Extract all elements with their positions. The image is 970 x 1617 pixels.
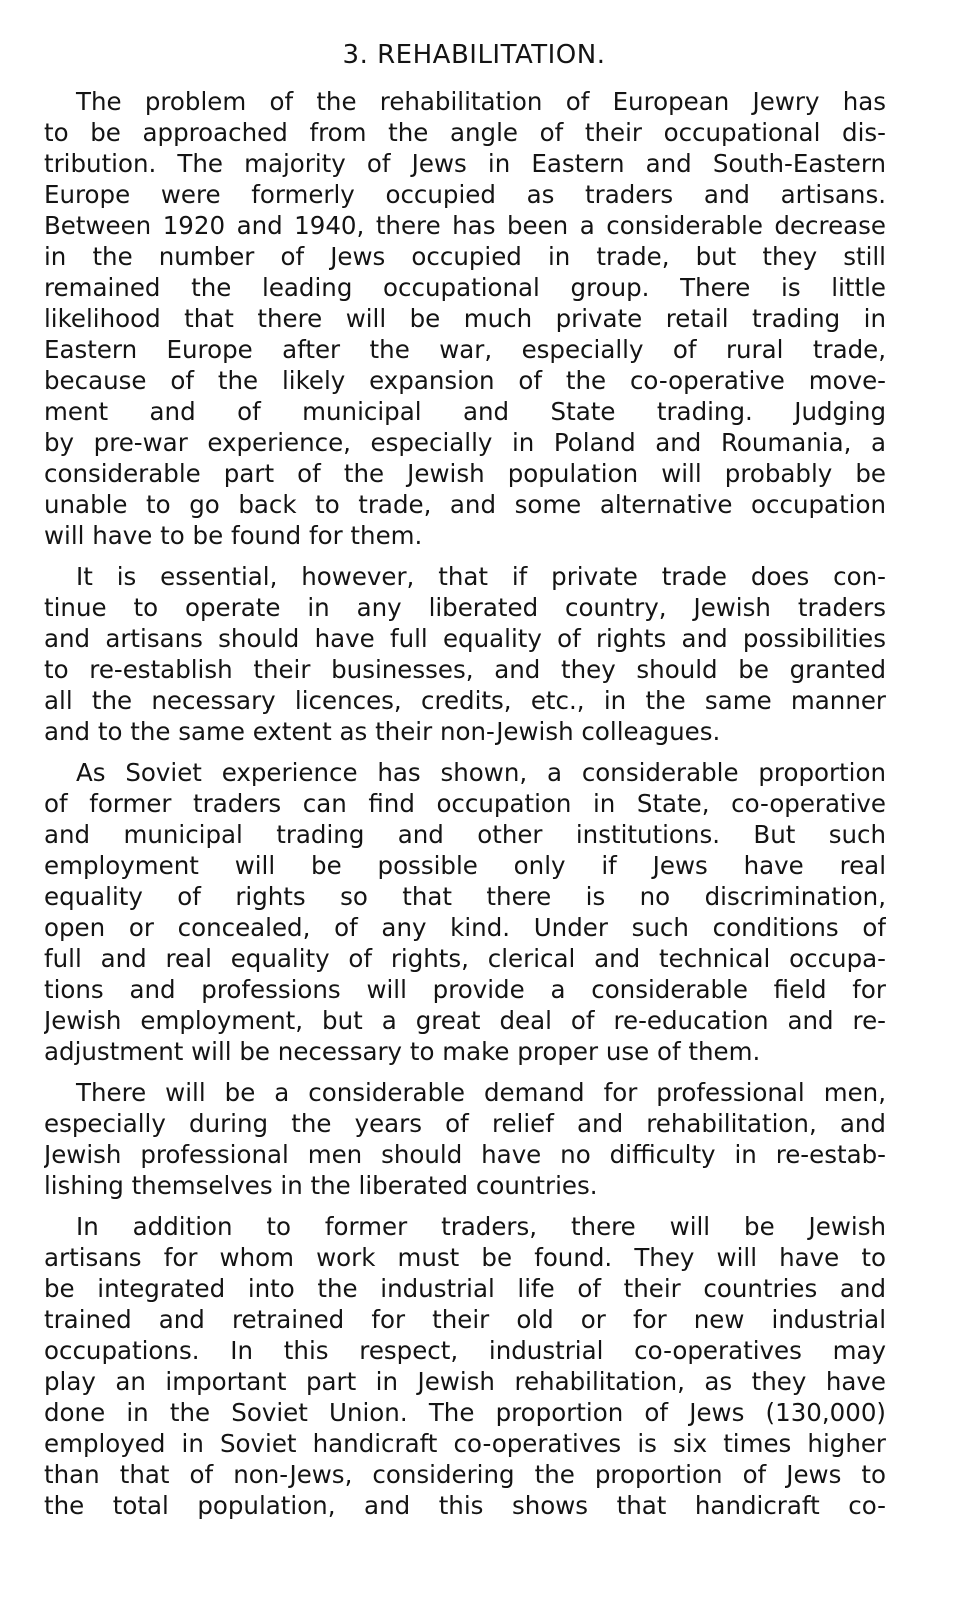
text-line: As Soviet experience has shown, a considerable proportion bbox=[76, 758, 886, 787]
text-line: open or concealed, of any kind. Under such conditions of bbox=[44, 913, 886, 942]
text-line: artisans for whom work must be found. They will have to bbox=[44, 1243, 886, 1272]
body-text bbox=[44, 86, 886, 1521]
text-line: There will be a considerable demand for professional men, bbox=[76, 1078, 886, 1107]
text-line: especially during the years of relief and rehabilitation, and bbox=[44, 1109, 886, 1138]
document-page bbox=[44, 40, 886, 1531]
text-line: tions and professions will provide a considerable field for bbox=[44, 975, 886, 1004]
text-line: be integrated into the industrial life of their countries and bbox=[44, 1274, 886, 1303]
text-line: remained the leading occupational group. There is little bbox=[44, 273, 886, 302]
text-line: and municipal trading and other institutions. But such bbox=[44, 820, 886, 849]
text-line: The problem of the rehabilitation of European Jewry has bbox=[76, 87, 886, 116]
text-line: Jewish employment, but a great deal of re-education and re- bbox=[44, 1006, 886, 1035]
text-line: It is essential, however, that if private trade does con- bbox=[76, 562, 886, 591]
paragraph bbox=[44, 757, 886, 1067]
text-line: will have to be found for them. bbox=[44, 521, 423, 550]
text-line: to be approached from the angle of their occupational dis- bbox=[44, 118, 886, 147]
text-line: and artisans should have full equality of rights and possibilities bbox=[44, 624, 886, 653]
paragraph bbox=[44, 86, 886, 551]
text-line: play an important part in Jewish rehabilitation, as they have bbox=[44, 1367, 886, 1396]
text-line: to re-establish their businesses, and they should be granted bbox=[44, 655, 886, 684]
text-line: employment will be possible only if Jews have real bbox=[44, 851, 886, 880]
text-line: Jewish professional men should have no difficulty in re-estab- bbox=[44, 1140, 886, 1169]
text-line: occupations. In this respect, industrial co-operatives may bbox=[44, 1336, 886, 1365]
text-line: adjustment will be necessary to make proper use of them. bbox=[44, 1037, 761, 1066]
text-line: ment and of municipal and State trading. Judging bbox=[44, 397, 886, 426]
section-title: REHABILITATION. bbox=[377, 40, 606, 70]
section-number: 3. bbox=[342, 40, 369, 70]
text-line: tribution. The majority of Jews in Eastern and South-Eastern bbox=[44, 149, 886, 178]
text-line: trained and retrained for their old or for new industrial bbox=[44, 1305, 886, 1334]
paragraph bbox=[44, 1211, 886, 1521]
text-line: because of the likely expansion of the co-operative move- bbox=[44, 366, 886, 395]
text-line: lishing themselves in the liberated countries. bbox=[44, 1171, 598, 1200]
text-line: Between 1920 and 1940, there has been a considerable decrease bbox=[44, 211, 886, 240]
text-line: tinue to operate in any liberated country, Jewish traders bbox=[44, 593, 886, 622]
text-line: all the necessary licences, credits, etc., in the same manner bbox=[44, 686, 886, 715]
text-line: full and real equality of rights, clerical and technical occupa- bbox=[44, 944, 886, 973]
text-line: likelihood that there will be much private retail trading in bbox=[44, 304, 886, 333]
text-line: employed in Soviet handicraft co-operatives is six times higher bbox=[44, 1429, 886, 1458]
text-line: equality of rights so that there is no discrimination, bbox=[44, 882, 886, 911]
text-line: unable to go back to trade, and some alternative occupation bbox=[44, 490, 886, 519]
text-line: Europe were formerly occupied as traders and artisans. bbox=[44, 180, 886, 209]
paragraph bbox=[44, 1077, 886, 1201]
text-line: than that of non-Jews, considering the proportion of Jews to bbox=[44, 1460, 886, 1489]
text-line: of former traders can find occupation in State, co-operative bbox=[44, 789, 886, 818]
text-line: in the number of Jews occupied in trade, but they still bbox=[44, 242, 886, 271]
text-line: by pre-war experience, especially in Poland and Roumania, a bbox=[44, 428, 886, 457]
section-heading bbox=[44, 40, 886, 70]
text-line: done in the Soviet Union. The proportion of Jews (130,000) bbox=[44, 1398, 886, 1427]
paragraph bbox=[44, 561, 886, 747]
text-line: considerable part of the Jewish population will probably be bbox=[44, 459, 886, 488]
text-line: the total population, and this shows that handicraft co- bbox=[44, 1491, 886, 1520]
text-line: and to the same extent as their non-Jewish colleagues. bbox=[44, 717, 721, 746]
text-line: Eastern Europe after the war, especially of rural trade, bbox=[44, 335, 886, 364]
text-line: In addition to former traders, there will be Jewish bbox=[76, 1212, 886, 1241]
